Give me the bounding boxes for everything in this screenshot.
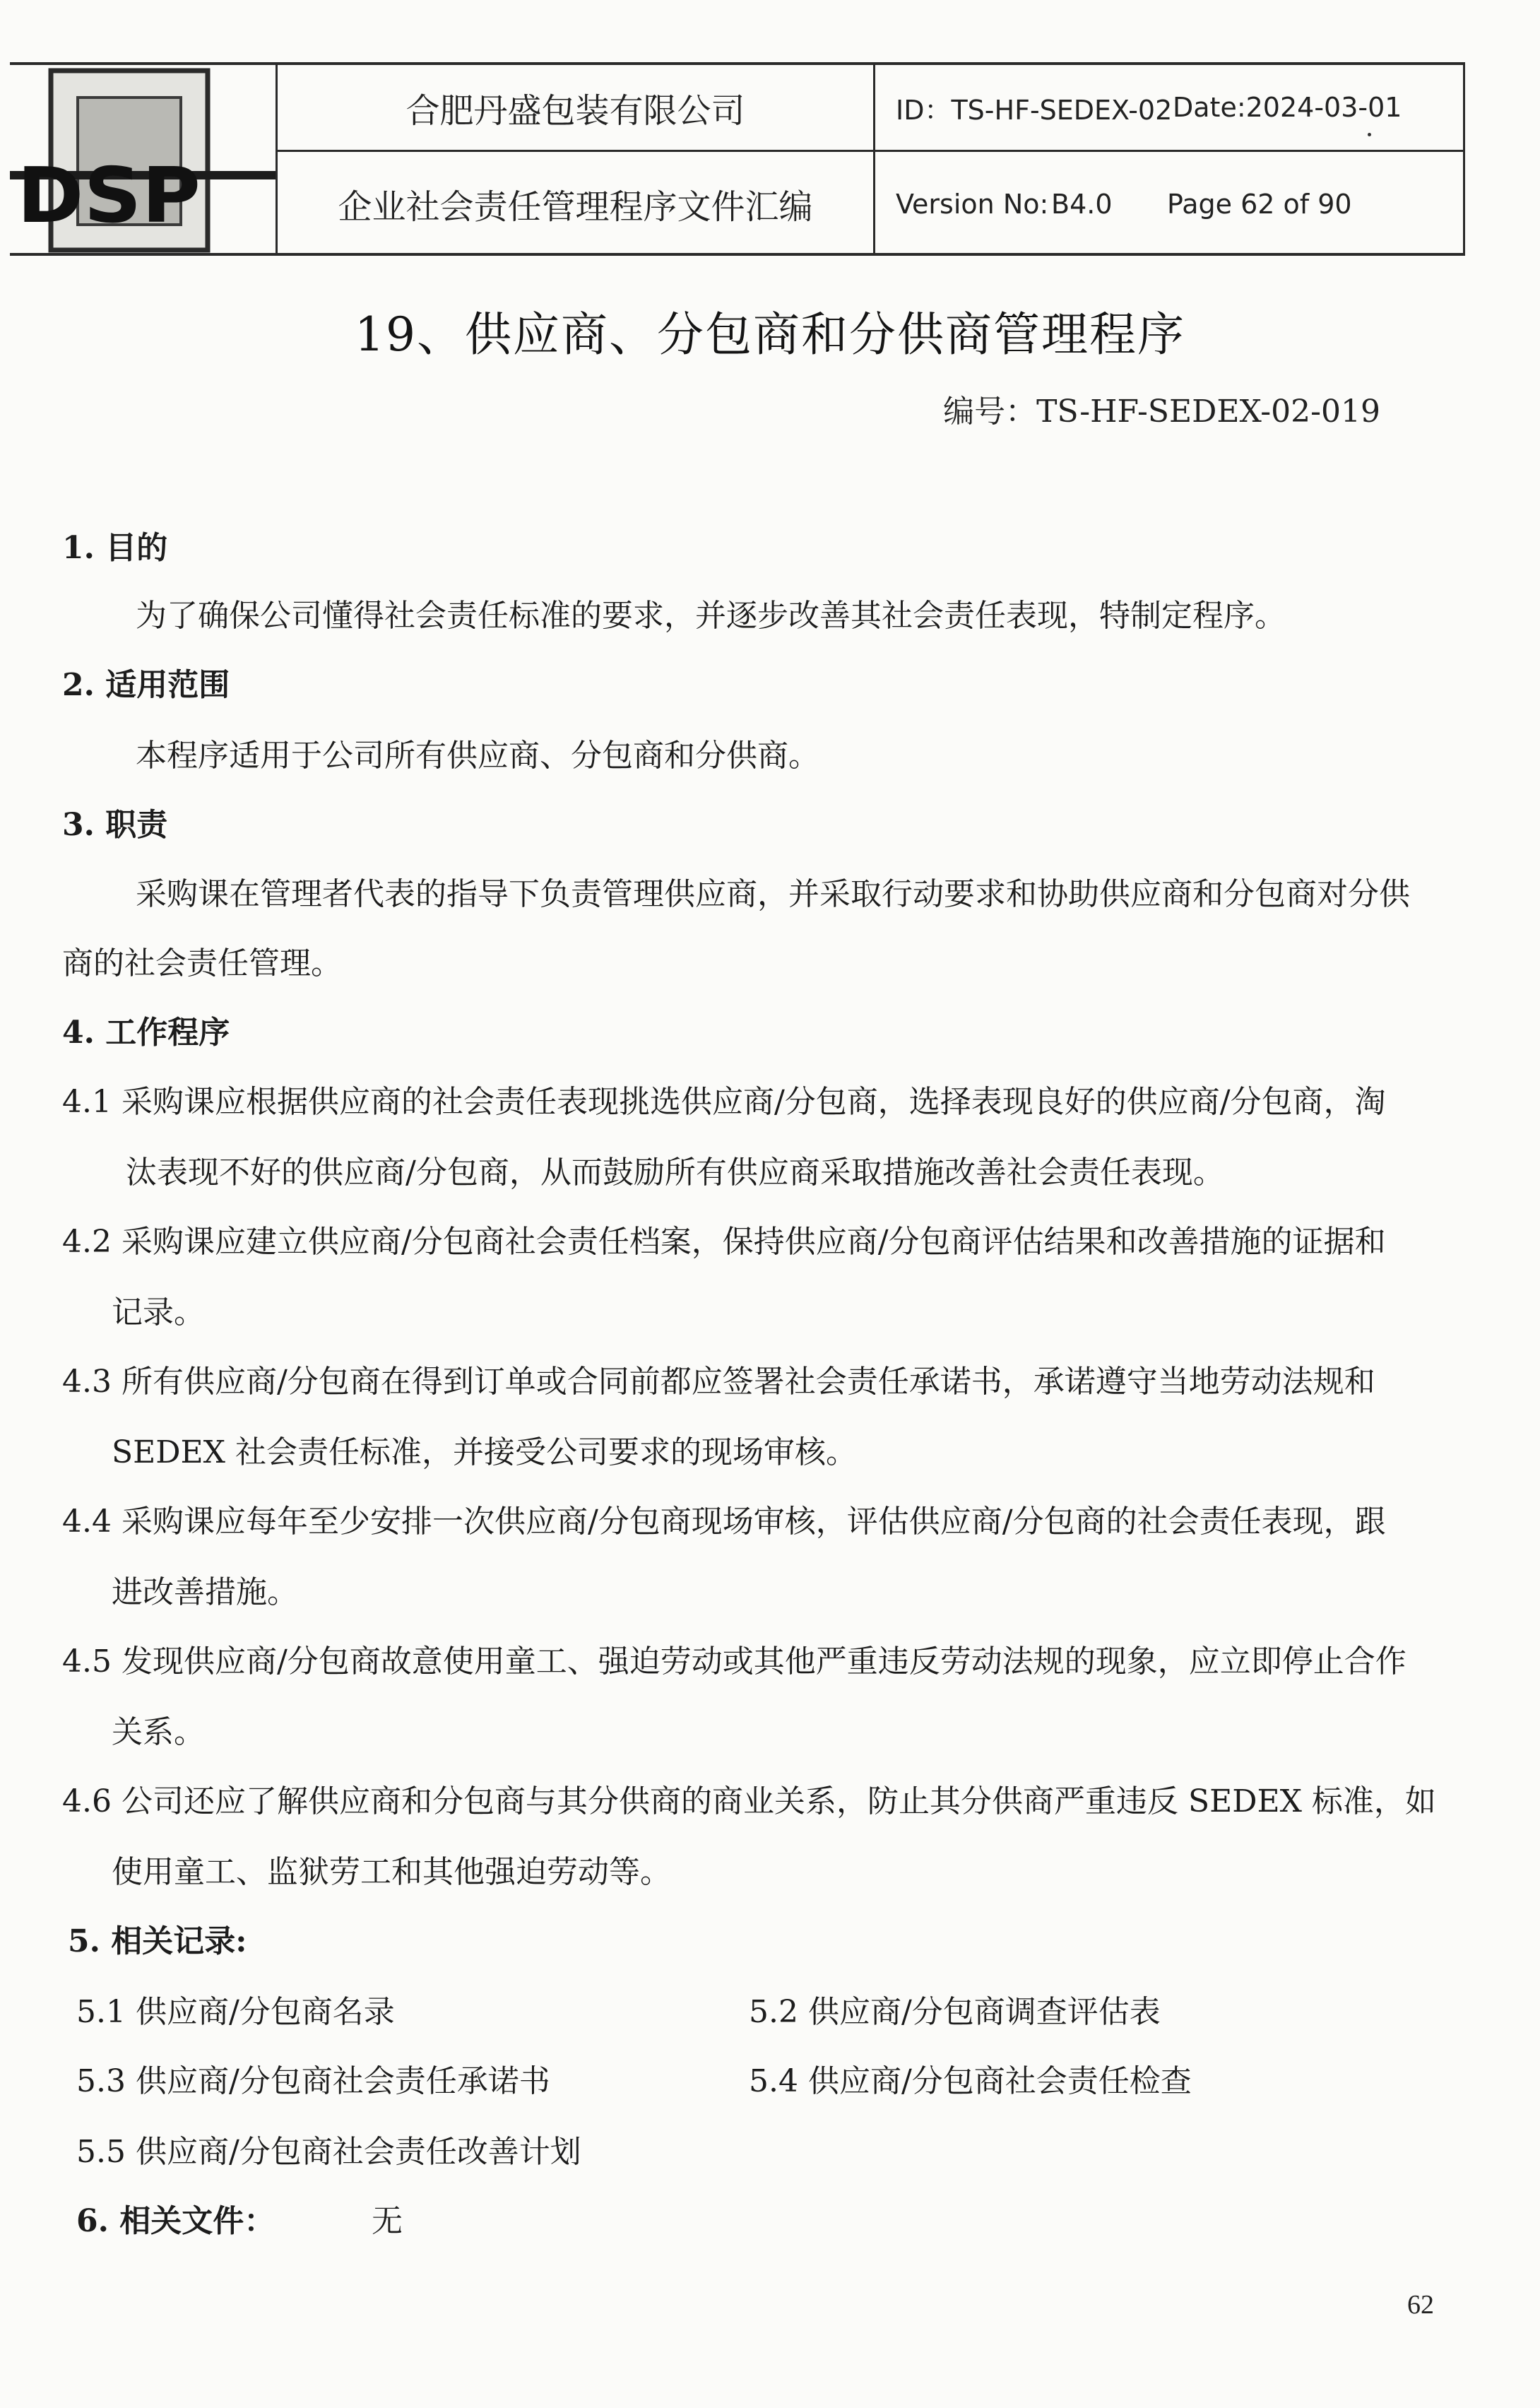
speck — [1368, 133, 1371, 136]
procedure-item: 汰表现不好的供应商/分包商，从而鼓励所有供应商采取措施改善社会责任表现。 — [126, 1155, 1224, 1191]
section-heading-procedure: 4. 工作程序 — [62, 1015, 230, 1051]
scope-text: 本程序适用于公司所有供应商、分包商和分供商。 — [136, 738, 819, 774]
document-number: 编号：TS-HF-SEDEX-02-019 — [943, 394, 1380, 430]
procedure-item: 关系。 — [112, 1714, 205, 1750]
record-item: 5.1 供应商/分包商名录 — [76, 1994, 395, 2030]
section-heading-scope: 2. 适用范围 — [62, 667, 230, 703]
procedure-item: 4.2 采购课应建立供应商/分包商社会责任档案，保持供应商/分包商评估结果和改善措施的证据和 — [62, 1224, 1386, 1260]
procedure-item: SEDEX 社会责任标准，并接受公司要求的现场审核。 — [112, 1434, 857, 1470]
company-logo — [10, 65, 276, 253]
section-heading-records: 5. 相关记录: — [68, 1923, 247, 1959]
version-value: B4.0 — [1051, 188, 1113, 220]
section-heading-responsibility: 3. 职责 — [62, 807, 168, 843]
purpose-text: 为了确保公司懂得社会责任标准的要求，并逐步改善其社会责任表现，特制定程序。 — [136, 598, 1286, 634]
procedure-item: 进改善措施。 — [112, 1574, 298, 1610]
document-date: Date:2024-03-01 — [1173, 92, 1402, 123]
responsibility-text: 商的社会责任管理。 — [62, 945, 342, 981]
header-divider — [873, 65, 875, 253]
document-id: ID：TS-HF-SEDEX-02 — [896, 94, 1173, 126]
procedure-item: 4.4 采购课应每年至少安排一次供应商/分包商现场审核，评估供应商/分包商的社会责任表现，跟 — [62, 1504, 1386, 1540]
procedure-item: 4.5 发现供应商/分包商故意使用童工、强迫劳动或其他严重违反劳动法规的现象，应立即停止合作 — [62, 1643, 1406, 1680]
section-heading-related-docs: 6. 相关文件： — [76, 2203, 276, 2239]
section-heading-purpose: 1. 目的 — [62, 530, 168, 566]
record-item: 5.2 供应商/分包商调查评估表 — [749, 1994, 1161, 2030]
page-indicator: Page 62 of 90 — [1167, 188, 1352, 220]
procedure-item: 记录。 — [112, 1294, 205, 1330]
page-number: 62 — [1407, 2290, 1434, 2320]
page-title: 19、供应商、分包商和分供商管理程序 — [355, 307, 1185, 362]
responsibility-text: 采购课在管理者代表的指导下负责管理供应商，并采取行动要求和协助供应商和分包商对分供 — [136, 876, 1410, 912]
procedure-item: 4.6 公司还应了解供应商和分包商与其分供商的商业关系，防止其分供商严重违反 SEDEX 标准，如 — [62, 1783, 1436, 1819]
document-header — [10, 62, 1465, 256]
related-docs-value: 无 — [372, 2203, 403, 2239]
procedure-item: 4.1 采购课应根据供应商的社会责任表现挑选供应商/分包商，选择表现良好的供应商/分包商，淘 — [62, 1084, 1386, 1120]
record-item: 5.3 供应商/分包商社会责任承诺书 — [76, 2063, 550, 2099]
company-name: 合肥丹盛包装有限公司 — [405, 90, 745, 131]
doc-collection-title: 企业社会责任管理程序文件汇编 — [338, 187, 813, 227]
record-item: 5.4 供应商/分包商社会责任检查 — [749, 2063, 1192, 2099]
procedure-item: 使用童工、监狱劳工和其他强迫劳动等。 — [112, 1854, 671, 1890]
version-label: Version No: — [896, 188, 1049, 220]
logo-text: DSP — [17, 152, 201, 240]
procedure-item: 4.3 所有供应商/分包商在得到订单或合同前都应签署社会责任承诺书，承诺遵守当地劳动法规和 — [62, 1364, 1375, 1400]
record-item: 5.5 供应商/分包商社会责任改善计划 — [76, 2134, 581, 2170]
